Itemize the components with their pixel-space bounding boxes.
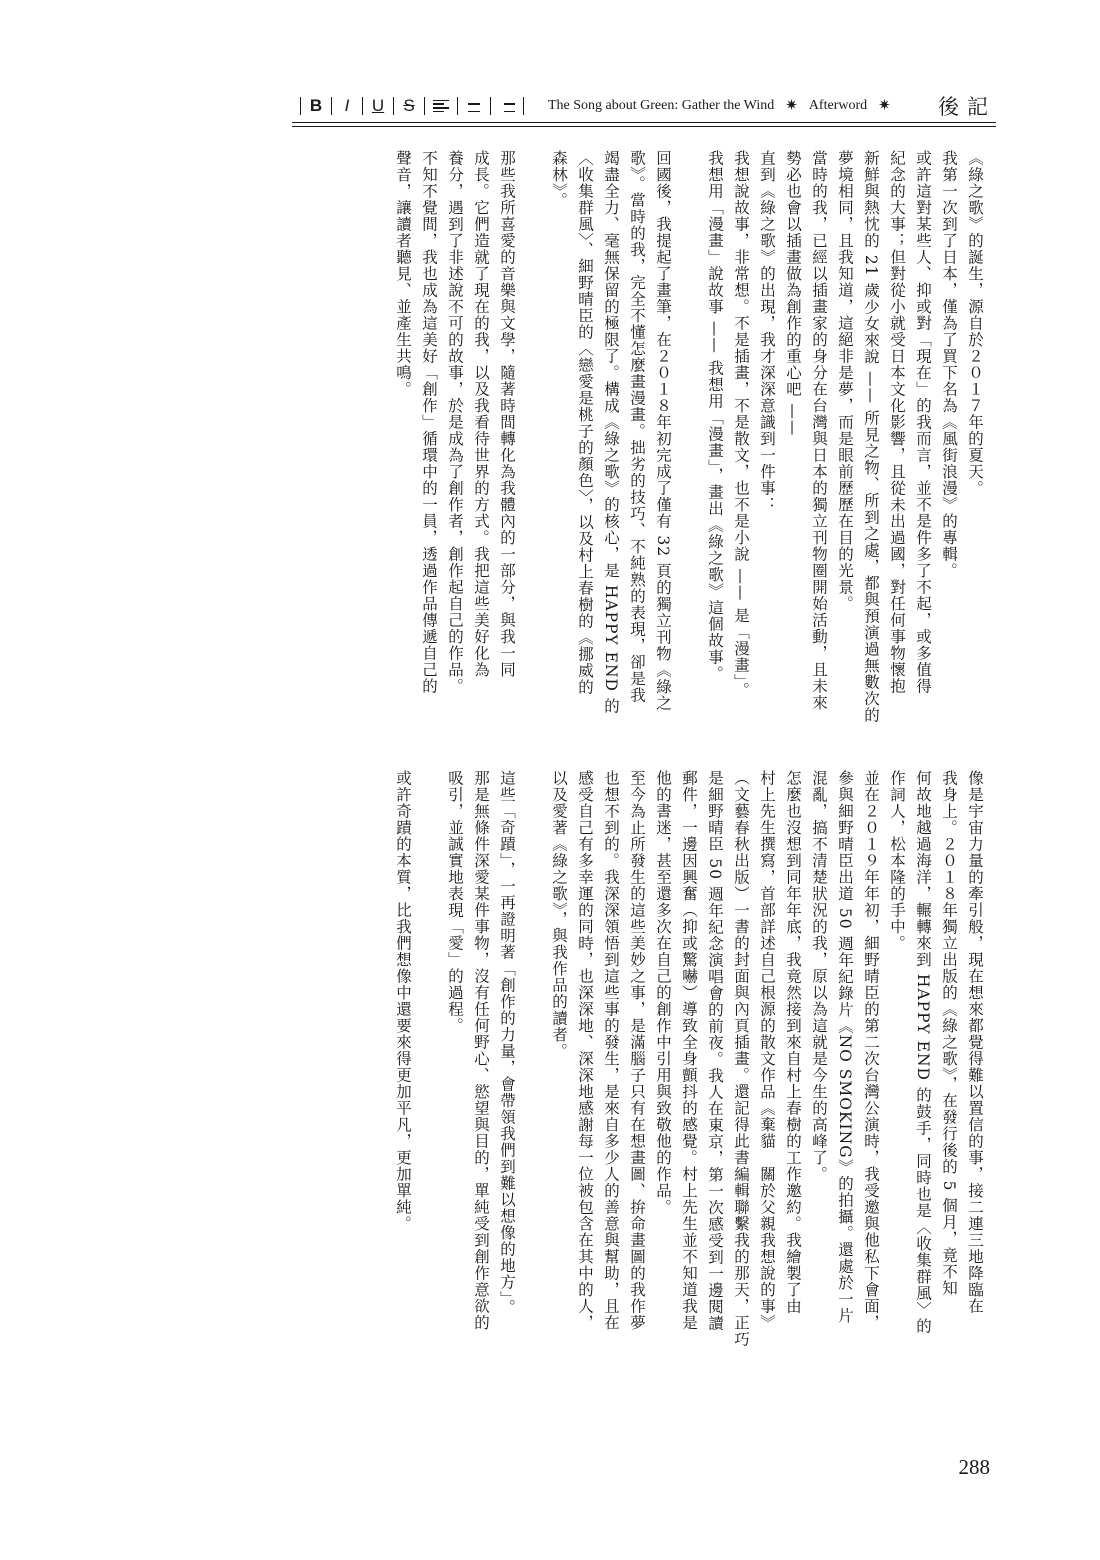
text-line: 那些我所喜愛的音樂與文學，隨著時間轉化為我體內的一部分，與我一同 — [498, 150, 516, 678]
toolbar-divider — [362, 97, 363, 115]
text-line: 郵件，一邊因興奮（抑或驚嚇）導致全身顫抖的感覺。村上先生並不知道我是 — [680, 770, 698, 1331]
text-line: 也想不到的。我深深領悟到這些事的發生，是來自多少人的善意與幫助，且在 — [602, 770, 620, 1331]
text-line: 我想用「漫畫」說故事 —— 我想用「漫畫」，畫出《綠之歌》這個故事。 — [706, 150, 724, 683]
text-line: 我第一次到了日本，僅為了買下名為《風街浪漫》的專輯。 — [940, 150, 958, 579]
paragraph — [442, 770, 520, 1405]
text-line: 竭盡全力、毫無保留的極限了。構成《綠之歌》的核心，是 HAPPY END 的 — [602, 150, 620, 715]
text-line: 是細野晴臣 50 週年紀念演唱會的前夜。我人在東京，第一次感受到一邊閱讀 — [706, 770, 724, 1332]
toolbar-divider — [393, 97, 394, 115]
text-line: 我想說故事，非常想。不是插畫，不是散文，也不是小說 —— 是「漫畫」。 — [732, 150, 750, 699]
text-line: 當時的我，已經以插畫家的身分在台灣與日本的獨立刊物圈開始活動，且未來 — [810, 150, 828, 711]
text-line: 作詞人，松本隆的手中。 — [888, 770, 906, 952]
text-line: 夢境相同，且我知道，這絕非是夢，而是眼前歷歷在目的光景。 — [836, 150, 854, 612]
text-line: 聲音，讓讀者聽見、並產生共鳴。 — [394, 150, 412, 398]
star-icon: ✷ — [878, 97, 891, 114]
text-line: 回國後，我提起了畫筆，在２０１８年初完成了僅有 32 頁的獨立刊物《綠之 — [654, 150, 672, 712]
toolbar-divider — [457, 97, 458, 115]
align-left-icon[interactable] — [433, 100, 449, 113]
text-line: 或許這對某些人、抑或對「現在」的我而言，並不是件多了不起，或多值得 — [914, 150, 932, 695]
text-line: 或許奇蹟的本質，比我們想像中還要來得更加平凡，更加單純。 — [394, 770, 412, 1232]
text-line: 歌》。當時的我，完全不懂怎麼畫漫畫。拙劣的技巧、不純熟的表現，卻是我 — [628, 150, 646, 704]
text-line: 紀念的大事；但對從小就受日本文化影響，且從未出過國，對任何事物懷抱 — [888, 150, 906, 695]
format-toolbar — [292, 94, 532, 118]
section-label: Afterword — [808, 98, 868, 113]
align-center-icon[interactable] — [466, 100, 482, 113]
text-line: 像是宇宙力量的牽引般，現在想來都覺得難以置信的事，接二連三地降臨在 — [966, 770, 984, 1315]
text-line: 並在２０１９年年初，細野晴臣的第二次台灣公演時，我受邀與他私下會面， — [862, 770, 880, 1331]
toolbar-divider — [490, 97, 491, 115]
header-rule — [292, 122, 996, 123]
text-line: （文藝春秋出版）一書的封面與內頁插畫。還記得此書編輯聯繫我的那天，正巧 — [732, 770, 750, 1348]
paragraph — [832, 150, 988, 755]
text-line: 村上先生撰寫，首部詳述自己根源的散文作品《棄貓 關於父親我想說的事》 — [758, 770, 776, 1331]
running-header — [292, 88, 996, 124]
paragraph — [702, 150, 832, 755]
paragraph — [546, 770, 650, 1405]
bold-button[interactable]: B — [309, 96, 323, 115]
text-line: 感受自己有多幸運的同時，也深深地、深深地感謝每一位被包含在其中的人， — [576, 770, 594, 1331]
text-line: 養分，遇到了非述說不可的故事，於是成為了創作者，創作起自己的作品。 — [446, 150, 464, 695]
underline-button[interactable]: U — [371, 96, 385, 115]
text-line: 吸引，並誠實地表現「愛」的過程。 — [446, 770, 464, 1034]
text-line: 新鮮與熱忱的 21 歲少女來說 —— 所見之物、所到之處，都與預演過無數次的 — [862, 150, 880, 724]
book-title: The Song about Green: Gather the Wind — [548, 98, 775, 113]
page-number: 288 — [958, 1455, 990, 1479]
align-right-icon[interactable] — [499, 100, 515, 113]
text-line: 《綠之歌》的誕生，源自於２０１７年的夏天。 — [966, 150, 984, 497]
strikethrough-button[interactable]: S — [403, 96, 415, 115]
upper-text-block — [288, 150, 988, 755]
text-line: 〈收集群風〉、細野晴臣的〈戀愛是桃子的顏色〉，以及村上春樹的《挪威的 — [576, 150, 594, 696]
text-line: 森林》。 — [550, 150, 568, 209]
toolbar-divider — [523, 97, 524, 115]
text-line: 那是無條件深愛某件事物，沒有任何野心、慾望與目的，單純受到創作意欲的 — [472, 770, 490, 1331]
text-line: 何故地越過海洋，輾轉來到 HAPPY END 的鼓手，同時也是〈收集群風〉的 — [914, 770, 932, 1335]
toolbar-divider — [331, 97, 332, 115]
paragraph — [650, 770, 988, 1405]
italic-button[interactable]: I — [344, 96, 350, 115]
lower-text-block — [288, 770, 988, 1405]
text-line: 怎麼也沒想到同年年底，我竟然接到來自村上春樹的工作邀約。我繪製了由 — [784, 770, 802, 1315]
chapter-title: 後記 — [938, 95, 996, 119]
text-line: 參與細野晴臣出道 50 週年紀錄片《NO SMOKING》的拍攝。還處於一片 — [836, 770, 854, 1324]
text-line: 他的書迷，甚至還多次在自己的創作中引用與致敬他的作品。 — [654, 770, 672, 1216]
text-line: 至今為止所發生的這些美妙之事，是滿腦子只有在想畫圖、拚命畫圖的我作夢 — [628, 770, 646, 1331]
toolbar-divider — [424, 97, 425, 115]
paragraph — [546, 150, 676, 755]
text-line: 直到《綠之歌》的出現，我才深深意識到一件事： — [758, 150, 776, 513]
text-line: 勢必也會以插畫做為創作的重心吧 —— — [784, 150, 802, 437]
paragraph — [390, 150, 520, 755]
toolbar-divider — [300, 97, 301, 115]
text-line: 以及愛著《綠之歌》，與我作品的讀者。 — [550, 770, 568, 1060]
paragraph — [390, 770, 416, 1405]
header-rule — [292, 126, 996, 127]
text-line: 不知不覺間，我也成為這美好「創作」循環中的一員，透過作品傳遞自己的 — [420, 150, 438, 695]
text-line: 我身上。２０１８年獨立出版的《綠之歌》，在發行後的 5 個月，竟不知 — [940, 770, 958, 1297]
text-line: 成長。它們造就了現在的我，以及我看待世界的方式。我把這些美好化為 — [472, 150, 490, 678]
text-line: 混亂，搞不清楚狀況的我，原以為這就是今生的高峰了。 — [810, 770, 828, 1183]
star-icon: ✷ — [785, 97, 798, 114]
text-line: 這些「奇蹟」，一再證明著「創作的力量，會帶領我們到難以想像的地方」。 — [498, 770, 516, 1316]
